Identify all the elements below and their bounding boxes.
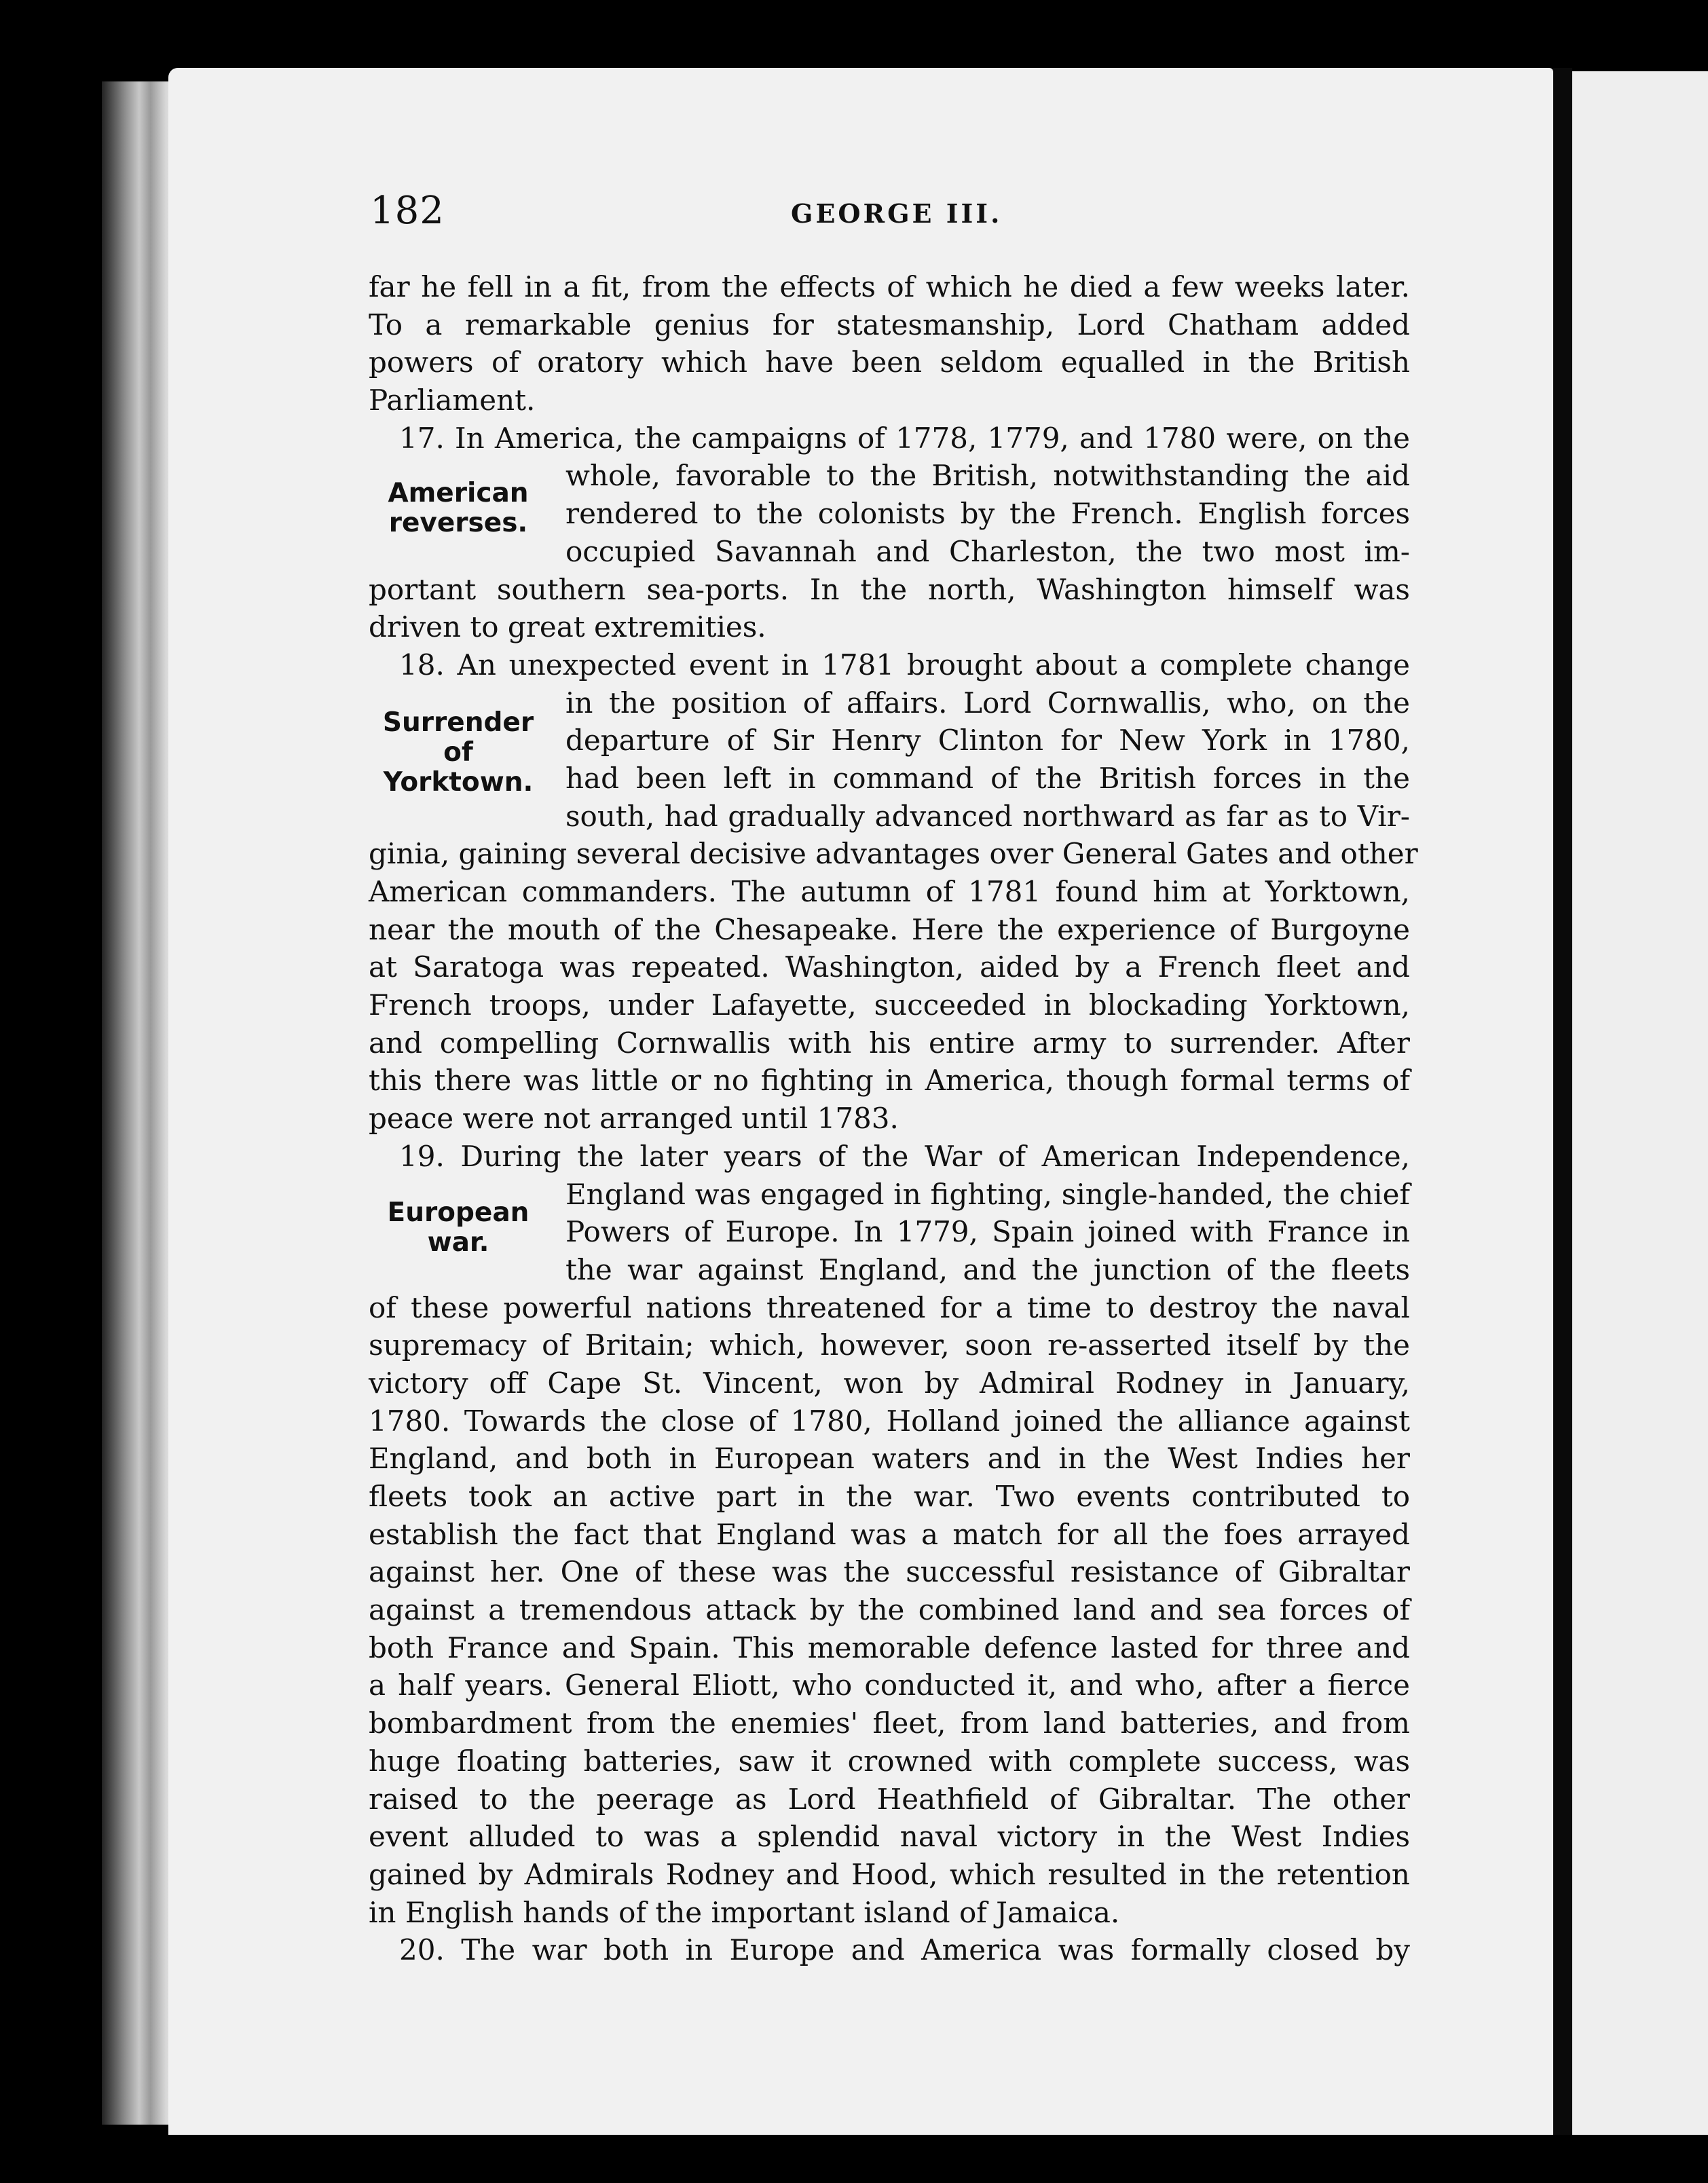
facing-page-edge bbox=[1572, 71, 1708, 2135]
text-line: occupied Savannah and Charleston, the two most im- bbox=[565, 534, 1410, 568]
book-gutter bbox=[1553, 68, 1572, 2135]
text-line: 1780. Towards the close of 1780, Holland joined the alliance against bbox=[369, 1404, 1410, 1438]
sidenote-line: Surrender bbox=[382, 707, 534, 738]
text-line: this there was little or no fighting in America, though formal terms of bbox=[369, 1064, 1410, 1098]
text-line: event alluded to was a splendid naval victory in the West Indies bbox=[369, 1820, 1410, 1854]
book-page-edges bbox=[102, 81, 177, 2125]
text-line: French troops, under Lafayette, succeeded in blockading Yorktown, bbox=[369, 988, 1410, 1022]
text-line: Parliament. bbox=[369, 384, 536, 417]
text-line: the war against England, and the junction of the fleets bbox=[565, 1252, 1410, 1286]
text-line: and compelling Cornwallis with his entire army to surrender. After bbox=[369, 1026, 1410, 1060]
text-line: England was engaged in fighting, single-handed, the chief bbox=[565, 1177, 1410, 1211]
text-line: establish the fact that England was a match for all the foes arrayed bbox=[369, 1517, 1410, 1551]
sidenote-line: war. bbox=[427, 1227, 489, 1258]
text-line: raised to the peerage as Lord Heathfield of Gibraltar. The other bbox=[369, 1782, 1410, 1816]
text-line: a half years. General Eliott, who conducted it, and who, after a fierce bbox=[369, 1668, 1410, 1702]
page-number: 182 bbox=[370, 189, 445, 233]
text-line: in the position of affairs. Lord Cornwallis, who, on the bbox=[565, 686, 1410, 720]
text-line: England, and both in European waters and in the West Indies her bbox=[369, 1442, 1410, 1476]
page-header bbox=[370, 189, 1419, 243]
text-line: south, had gradually advanced northward as far as to Vir- bbox=[565, 799, 1410, 833]
text-line: powers of oratory which have been seldom equalled in the British bbox=[369, 346, 1410, 379]
text-line: ginia, gaining several decisive advantages over General Gates and other bbox=[369, 837, 1418, 871]
text-line: Powers of Europe. In 1779, Spain joined with France in bbox=[565, 1215, 1410, 1249]
text-line: whole, favorable to the British, notwithstanding the aid bbox=[565, 459, 1410, 493]
text-line: 20. The war both in Europe and America was formally closed by bbox=[399, 1933, 1410, 1967]
text-line: at Saratoga was repeated. Washington, aided by a French fleet and bbox=[369, 950, 1410, 984]
text-line: in English hands of the important island of Jamaica. bbox=[369, 1895, 1120, 1929]
text-line: rendered to the colonists by the French. English forces bbox=[565, 497, 1410, 531]
text-line: against her. One of these was the successful resistance of Gibraltar bbox=[369, 1555, 1410, 1589]
text-line: fleets took an active part in the war. Two events contributed to bbox=[369, 1480, 1410, 1513]
sidenote-line: European bbox=[387, 1197, 530, 1228]
text-line: 17. In America, the campaigns of 1778, 1779, and 1780 were, on the bbox=[399, 421, 1410, 455]
text-line: peace were not arranged until 1783. bbox=[369, 1102, 899, 1136]
text-line: near the mouth of the Chesapeake. Here the experience of Burgoyne bbox=[369, 912, 1410, 946]
text-line: driven to great extremities. bbox=[369, 610, 766, 644]
text-line: 18. An unexpected event in 1781 brought about a complete change bbox=[399, 648, 1410, 682]
text-line: portant southern sea-ports. In the north, Washington himself was bbox=[369, 572, 1410, 606]
text-line: huge floating batteries, saw it crowned with complete success, was bbox=[369, 1744, 1410, 1778]
text-line: 19. During the later years of the War of American Independence, bbox=[399, 1139, 1410, 1173]
text-line: American commanders. The autumn of 1781 found him at Yorktown, bbox=[369, 875, 1410, 908]
sidenote-line: of bbox=[443, 737, 473, 768]
text-line: bombardment from the enemies' fleet, from land batteries, and from bbox=[369, 1706, 1410, 1740]
text-line: both France and Spain. This memorable defence lasted for three and bbox=[369, 1630, 1410, 1664]
text-line: of these powerful nations threatened for a time to destroy the naval bbox=[369, 1290, 1410, 1324]
sidenote-line: reverses. bbox=[388, 508, 528, 538]
sidenote-line: Yorktown. bbox=[383, 767, 534, 798]
text-line: To a remarkable genius for statesmanship, Lord Chatham added bbox=[369, 307, 1410, 341]
text-line: far he fell in a fit, from the effects of which he died a few weeks later. bbox=[369, 270, 1410, 303]
body-text bbox=[369, 268, 1418, 1969]
text-line: against a tremendous attack by the combined land and sea forces of bbox=[369, 1593, 1410, 1627]
text-line: gained by Admirals Rodney and Hood, which resulted in the retention bbox=[369, 1857, 1410, 1891]
text-line: victory off Cape St. Vincent, won by Admiral Rodney in January, bbox=[369, 1366, 1410, 1400]
running-title: GEORGE III. bbox=[791, 198, 1003, 229]
sidenote-line: American bbox=[388, 478, 529, 508]
text-line: had been left in command of the British forces in the bbox=[565, 761, 1410, 795]
text-line: supremacy of Britain; which, however, soon re-asserted itself by the bbox=[369, 1328, 1410, 1362]
text-line: departure of Sir Henry Clinton for New York in 1780, bbox=[565, 724, 1410, 758]
